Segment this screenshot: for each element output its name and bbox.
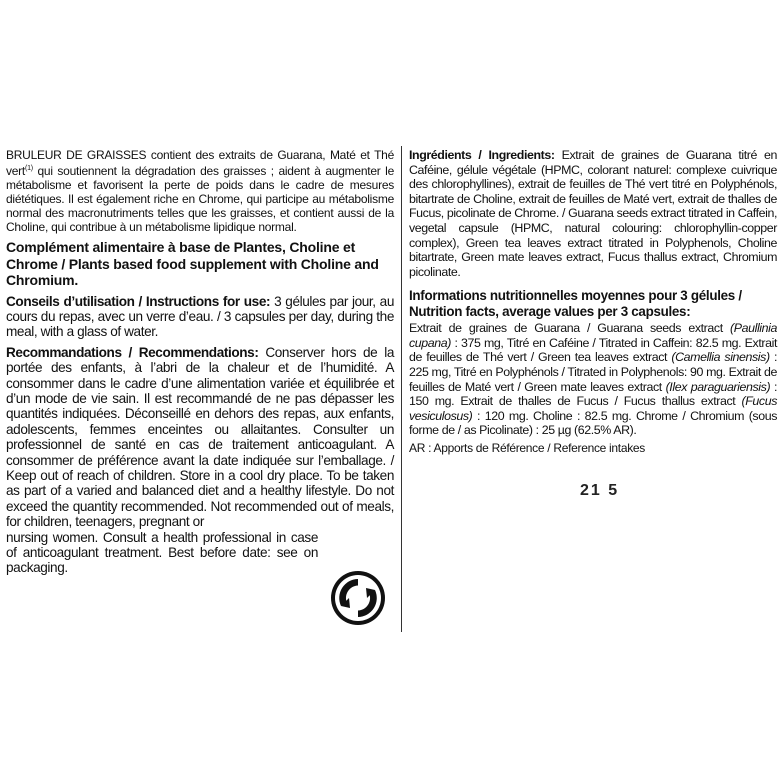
- footnote-marker: (1): [25, 165, 33, 172]
- recommendations-text: Conserver hors de la portée des enfants, à l’abri de la chaleur et de l’humidité. A consommer dans le cadre d’une alimentation variée et équilibrée et d’un mode de vie sain. Il est recommandé de ne pas dépasser les quantités indiquées. Déconseillé en dehors des repas, aux enfants, adolescents, femmes enceintes ou allaitantes. Consulter un professionnel de santé en cas de traitement anticoagulant. A consommer de préférence avant la date indiquée sur l’emballage. / Keep out of reach of children. Store in a cool dry place. To be taken as part of a varied and balanced diet and a healthy lifestyle. Do not exceed the quantity recommended. Not recommended out of meals, for children, teenagers, pregnant or: [6, 344, 394, 530]
- green-dot-recycle-icon: [330, 570, 386, 626]
- right-column: [409, 148, 777, 455]
- usage-paragraph: [6, 294, 394, 340]
- nutrition-text-4: : 150 mg. Extrait de thalles de Fucus / Fucus thallus extract: [409, 379, 777, 409]
- nutrition-text-5: : 120 mg. Choline : 82.5 mg. Chrome / Chromium (sous forme de / as Picolinate) : 25 µg (62.5% AR).: [409, 408, 777, 438]
- ingredients-text: Extrait de graines de Guarana titré en Caféine, gélule végétale (HPMC, colorant naturel: complexe cuivrique des chlorophyllines), extrait de feuilles de Thé vert titré en Polyphénols, bitartrate de Choline, extrait de feuilles de Maté vert, extrait de thalles de Fucus, picolinate de Chrome. / Guarana seeds extract titrated in Caffein, vegetal capsule (HPMC, natural colouring: chlorophyllin-copper complex), Green tea leaves extract titrated in Polyphenols, Choline bitartrate, Green mate leaves extract, Fucus thallus extract, Chromium picolinate.: [409, 148, 777, 279]
- latin-name-fucus: (Fucus vesiculosus): [409, 394, 777, 423]
- nutrition-title: Informations nutritionnelles moyennes pour 3 gélules / Nutrition facts, average values per 3 capsules:: [409, 288, 742, 319]
- latin-name-green-tea: (Camellia sinensis): [671, 350, 770, 365]
- left-column: [6, 148, 394, 576]
- nutrition-text-3: : 225 mg, Titré en Polyphénols / Titrated in Polyphenols: 90 mg. Extrait de feuilles de Maté vert / Green mate leaves extract: [409, 350, 778, 394]
- cropped-text: [580, 482, 620, 499]
- intro-paragraph: [6, 148, 394, 234]
- usage-text: 3 gélules par jour, au cours du repas, avec un verre d’eau. / 3 capsules per day, during the meal, with a glass of water.: [6, 293, 394, 340]
- recommendations-tail: nursing women. Consult a health professional in case of anticoagulant treatment. Best before date: see on packaging.: [6, 529, 318, 576]
- nutrition-text-2: : 375 mg, Titré en Caféine / Titrated in Caffein: 82.5 mg. Extrait de feuilles de Thé vert / Green tea leaves extract: [409, 335, 777, 365]
- recommendations-label: Recommandations / Recommendations:: [6, 344, 259, 360]
- ingredients-paragraph: [409, 148, 777, 279]
- cropped-text-content: 21 5: [580, 482, 620, 499]
- intro-text-2: qui soutiennent la dégradation des graisses ; aident à augmenter le métabolisme et favorisent la perte de poids dans le cadre de mesures diététiques. Il est également riche en Chrome, qui participe au métabolisme normal des macronutriments telles que les graisses, et contient aussi de la Choline, qui contribue à un métabolisme lipidique normal.: [6, 164, 394, 234]
- usage-label: Conseils d’utilisation / Instructions for use:: [6, 293, 271, 309]
- latin-name-mate: (Ilex paraguariensis): [665, 379, 771, 394]
- latin-name-guarana: (Paullinia cupana): [409, 321, 777, 350]
- column-divider: [401, 146, 402, 632]
- ingredients-label: Ingrédients / Ingredients:: [409, 148, 555, 162]
- reference-intakes-note: AR : Apports de Référence / Reference intakes: [409, 440, 645, 455]
- supplement-title: Complément alimentaire à base de Plantes, Choline et Chrome / Plants based food supplement with Choline and Chromium.: [6, 239, 379, 288]
- recommendations-paragraph: [6, 345, 394, 530]
- intro-text-1: BRULEUR DE GRAISSES contient des extraits de Guarana, Maté et Thé vert: [6, 148, 394, 178]
- nutrition-text-1: Extrait de graines de Guarana / Guarana seeds extract: [409, 321, 731, 336]
- nutrition-paragraph: [409, 321, 777, 438]
